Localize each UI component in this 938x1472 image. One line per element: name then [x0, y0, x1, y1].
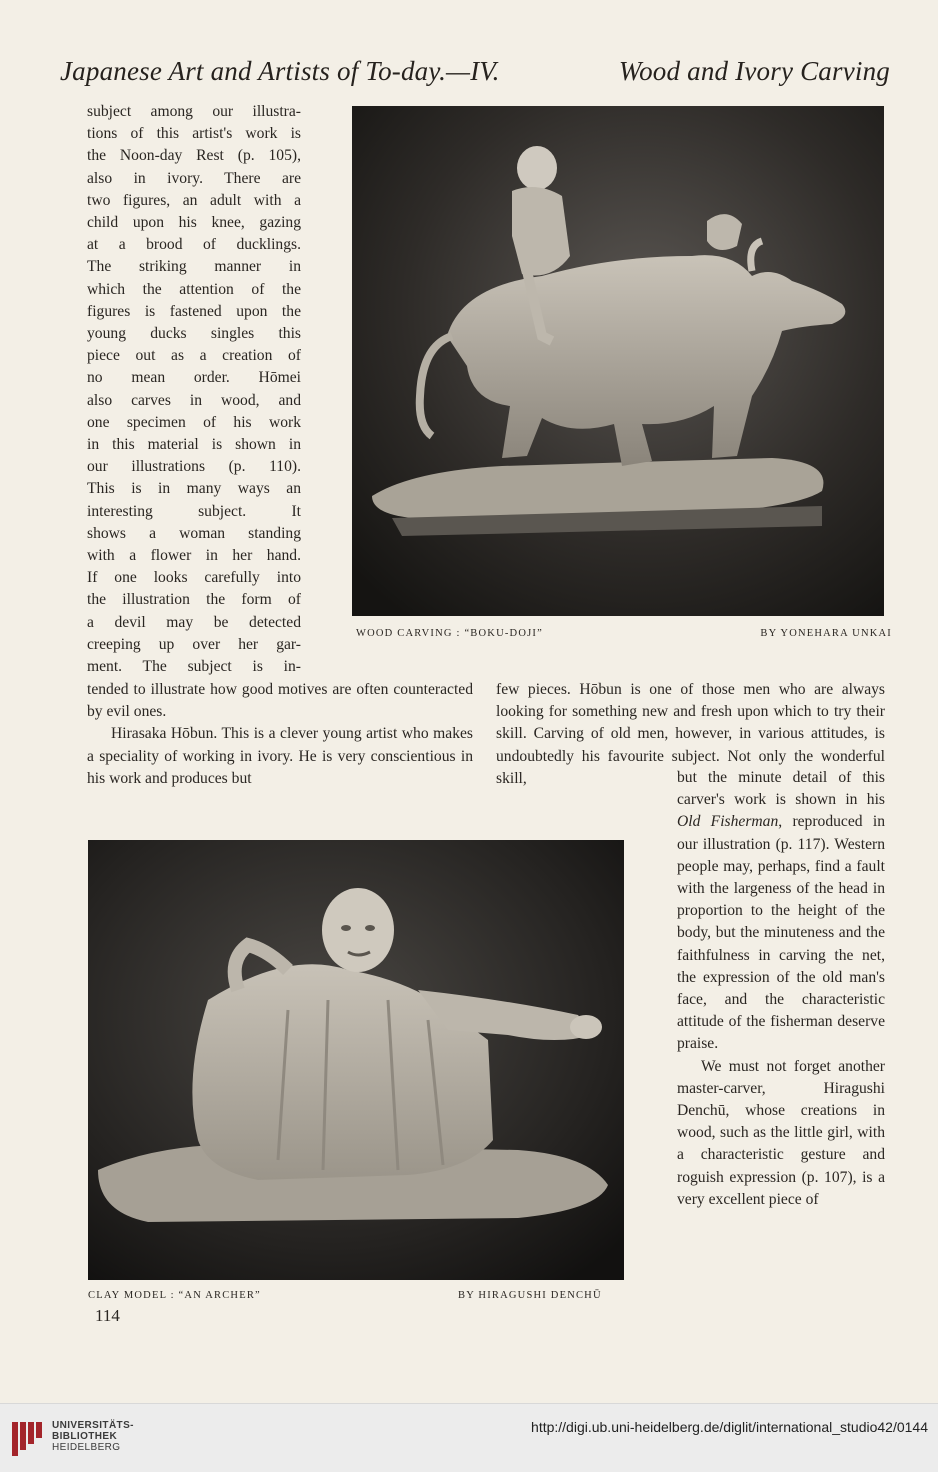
archer-clay-model-image — [88, 840, 624, 1280]
text-line: figures is fastened upon the — [87, 302, 301, 320]
text-line: This is in many ways an — [87, 480, 301, 498]
text-line: young ducks singles this — [87, 325, 301, 343]
text-line: which the attention of the — [87, 280, 301, 298]
logo-line-3: HEIDELBERG — [52, 1442, 121, 1453]
source-url[interactable]: http://digi.ub.uni-heidelberg.de/diglit/international_studio42/0144 — [531, 1419, 928, 1435]
paragraph-right-2-start: but the minute detail of this carver's work is shown in his — [677, 769, 885, 809]
running-head-left: Japanese Art and Artists of To-day.—IV. — [60, 56, 500, 86]
figure-archer-photo — [88, 840, 624, 1280]
text-line: at a brood of ducklings. — [87, 236, 301, 254]
text-line: the illustration the form of — [87, 591, 301, 609]
text-line: also carves in wood, and — [87, 391, 301, 409]
text-line: interesting subject. It — [87, 502, 301, 520]
text-line: two figures, an adult with a — [87, 191, 301, 209]
column-left-wide — [87, 679, 473, 790]
text-line: in this material is shown in — [87, 436, 301, 454]
figure-top-caption-left: WOOD CARVING : “BOKU-DOJI” — [356, 628, 543, 639]
old-fisherman-title: Old Fisherman — [677, 813, 779, 831]
text-line: subject among our illustra- — [87, 103, 301, 120]
ox-and-boy-carving-image — [352, 106, 884, 616]
figure-boku-doji-photo — [352, 106, 884, 616]
text-line: tions of this artist's work is — [87, 125, 301, 143]
text-line: with a flower in her hand. — [87, 547, 301, 565]
text-line: creeping up over her gar- — [87, 635, 301, 653]
heidelberg-library-logo-icon — [10, 1418, 46, 1458]
text-line: shows a woman standing — [87, 524, 301, 542]
text-line: a devil may be detected — [87, 613, 301, 631]
text-line: ment. The subject is in- — [87, 658, 301, 676]
library-logo-text — [52, 1420, 134, 1453]
running-head-right: Wood and Ivory Carving — [618, 56, 890, 86]
column-right-narrow — [677, 767, 885, 1211]
viewer-footer — [0, 1403, 938, 1472]
paragraph-right-2 — [677, 767, 885, 1056]
figure-bottom-caption-left: CLAY MODEL : “AN ARCHER” — [88, 1290, 261, 1301]
paragraph-left-2: Hirasaka Hōbun. This is a clever young artist who makes a speciality of working in ivory. He is very conscientious in his work and produces but — [87, 725, 473, 787]
column-left-narrow — [87, 101, 301, 678]
text-line: the Noon-day Rest (p. 105), — [87, 147, 301, 165]
text-line: piece out as a creation of — [87, 347, 301, 365]
figure-top-caption-right: BY YONEHARA UNKAI — [760, 628, 892, 639]
paragraph-left-1: tended to illustrate how good motives are often counteracted by evil ones. — [87, 681, 473, 721]
logo-line-2: BIBLIOTHEK — [52, 1431, 118, 1442]
text-line: one specimen of his work — [87, 413, 301, 431]
text-line: our illustrations (p. 110). — [87, 458, 301, 476]
page-number: 114 — [95, 1306, 120, 1325]
paragraph-right-2-end: , reproduced in our illustration (p. 117). Western people may, perhaps, find a fault with the largeness of the head in proportion to the height of the body, but the minuteness and the faithfulness in carving the net, the expression of the old man's face, and the characteristic attitude of the fisherman deserve praise. — [677, 813, 885, 1053]
figure-bottom-caption-right: BY HIRAGUSHI DENCHŪ — [458, 1290, 602, 1301]
text-line: no mean order. Hōmei — [87, 369, 301, 387]
paragraph-right-3: We must not forget another master-carver, Hiragushi Denchū, whose creations in wood, such as the little girl, with a characteristic gesture and roguish expression (p. 107), is a very excellent piece of — [677, 1057, 885, 1208]
logo-line-1: UNIVERSITÄTS- — [52, 1420, 134, 1431]
running-head — [60, 56, 890, 87]
text-line: The striking manner in — [87, 258, 301, 276]
text-line: child upon his knee, gazing — [87, 214, 301, 232]
text-line: also in ivory. There are — [87, 169, 301, 187]
text-line: If one looks carefully into — [87, 569, 301, 587]
paragraph-right-1: few pieces. Hōbun is one of those men who are always looking for something new and fresh upon which to try their skill. Carving of old men, however, in various attitudes, is undoubtedly his favourite subject. Not only the wonderful skill, — [496, 681, 885, 787]
